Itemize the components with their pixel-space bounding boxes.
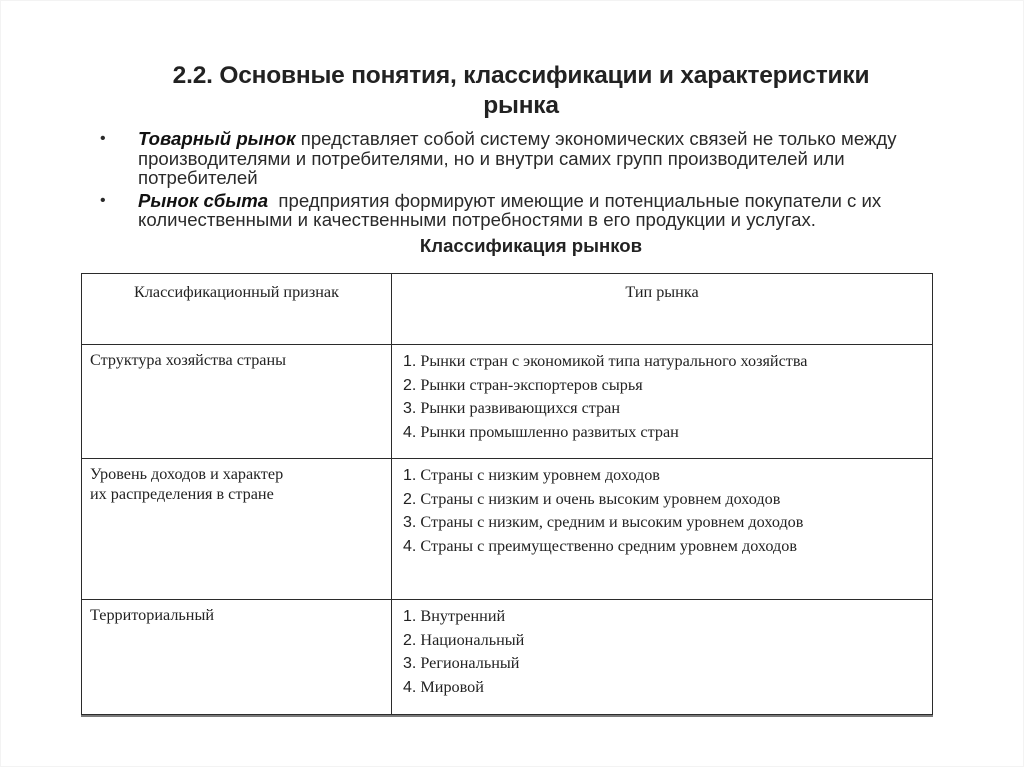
item-number: 1. (403, 467, 417, 484)
item-text: Рынки стран с экономикой типа натурального хозяйства (416, 352, 808, 370)
classification-sign-cell (82, 345, 392, 459)
market-type-item (403, 488, 921, 512)
item-text: Страны с низким, средним и высоким уровнем доходов (416, 513, 804, 531)
item-number: 4. (403, 678, 417, 696)
market-types-cell (392, 600, 933, 715)
slide-title (121, 61, 921, 121)
bullet-text: предприятия формируют имеющие и потенциальные покупатели с их количественными и качественными потребностями в его продукции и услугах. (138, 189, 887, 230)
bullet-text: представляет собой систему экономических связей не только между производителями и потребителями, но и внутри самих групп производителей или потребителей (138, 128, 897, 188)
item-number: 1. (403, 608, 417, 625)
item-text: Региональный (416, 654, 520, 672)
market-type-item (403, 511, 921, 535)
item-number: 3. (403, 514, 417, 531)
table-row (82, 345, 933, 459)
market-type-item (403, 397, 921, 421)
item-text: Страны с преимущественно средним уровнем доходов (416, 536, 797, 555)
table-row (82, 459, 933, 600)
item-number: 3. (403, 400, 417, 417)
sign-line: их распределения в стране (90, 485, 274, 503)
item-number: 3. (403, 655, 417, 672)
market-type-item (403, 374, 921, 398)
classification-sign-cell (82, 459, 392, 600)
slide-title-line-2: рынка (483, 92, 559, 119)
bullet-item (98, 191, 968, 230)
bullet-list (98, 129, 968, 233)
item-text: Рынки развивающихся стран (416, 399, 621, 417)
sign-line: Уровень доходов и характер (90, 465, 284, 483)
item-text: Мировой (416, 677, 484, 696)
market-type-item (403, 535, 921, 559)
slide-title-line-1: 2.2. Основные понятия, классификации и характеристики (172, 62, 870, 89)
sign-line: Структура хозяйства страны (90, 351, 287, 369)
sign-line: Территориальный (90, 606, 215, 624)
table-title: Классификация рынков (419, 235, 643, 256)
header-classification-sign: Классификационный признак (82, 274, 392, 345)
bullet-term: Товарный рынок (138, 128, 296, 149)
classification-sign-cell (82, 600, 392, 715)
bullet-item (98, 129, 968, 188)
market-type-item (403, 652, 921, 676)
item-number: 2. (403, 376, 417, 394)
market-type-item (403, 421, 921, 445)
item-text: Рынки промышленно развитых стран (416, 422, 679, 441)
item-text: Внутренний (416, 607, 506, 625)
header-market-type: Тип рынка (392, 274, 933, 345)
bullet-dot-icon: • (100, 191, 106, 209)
market-type-item (403, 350, 921, 374)
classification-table (81, 273, 933, 715)
item-number: 4. (403, 423, 417, 441)
market-type-item (403, 629, 921, 653)
table-row (82, 600, 933, 715)
table-header-row (82, 274, 933, 345)
market-types-cell (392, 345, 933, 459)
item-text: Рынки стран-экспортеров сырья (416, 375, 643, 394)
market-types-cell (392, 459, 933, 600)
market-type-item (403, 464, 921, 488)
item-text: Страны с низким уровнем доходов (416, 466, 660, 484)
market-type-item (403, 676, 921, 700)
item-text: Национальный (416, 630, 525, 649)
item-text: Страны с низким и очень высоким уровнем доходов (416, 489, 781, 508)
item-number: 4. (403, 537, 417, 555)
bullet-term: Рынок сбыта (138, 189, 269, 211)
item-number: 1. (403, 353, 417, 370)
market-type-item (403, 605, 921, 629)
item-number: 2. (403, 490, 417, 508)
bullet-dot-icon: • (100, 130, 106, 147)
item-number: 2. (403, 631, 417, 649)
